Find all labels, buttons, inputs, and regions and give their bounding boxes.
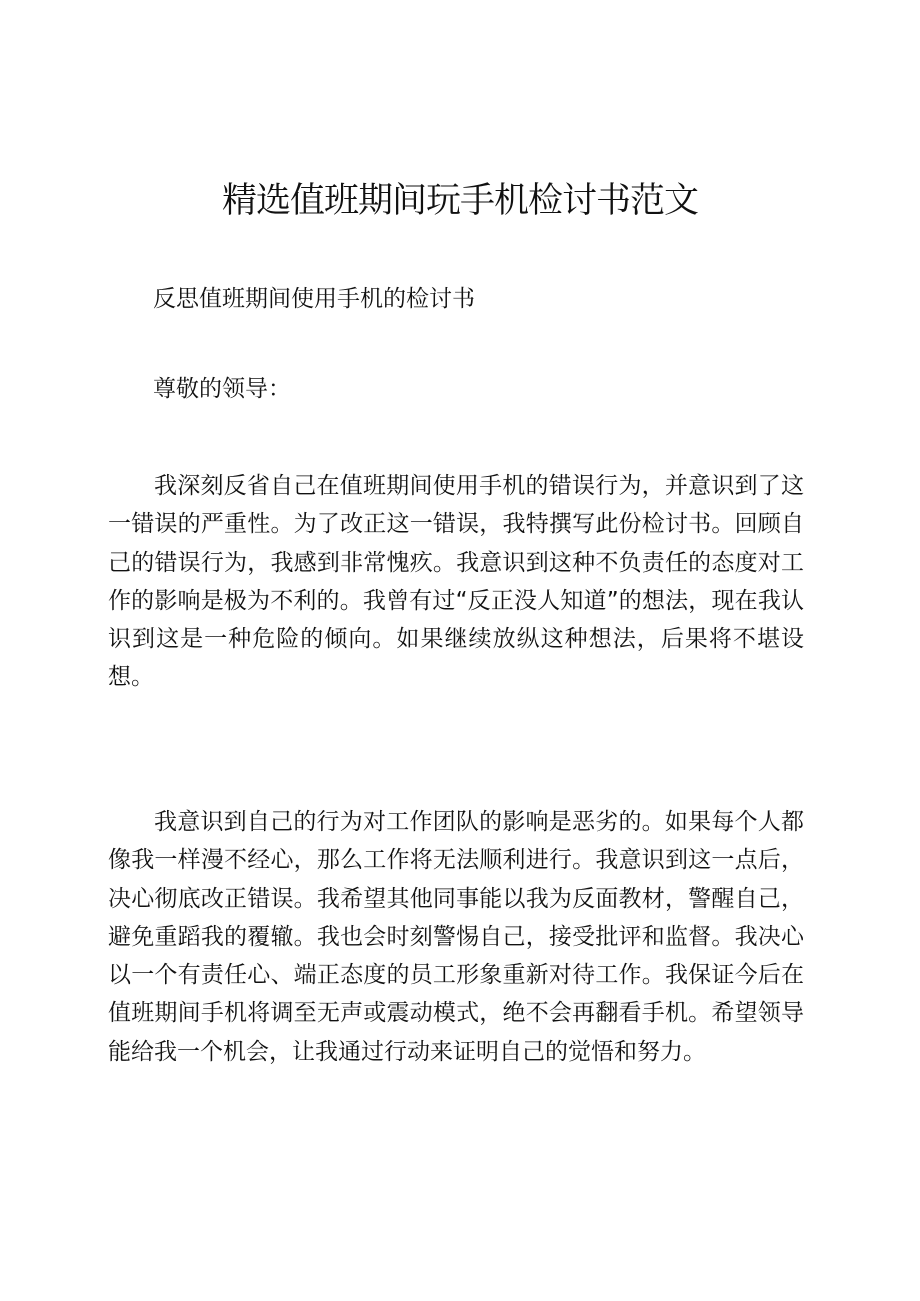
document-title: 精选值班期间玩手机检讨书范文 xyxy=(221,181,698,221)
body-paragraph-2: 我意识到自己的行为对工作团队的影响是恶劣的。如果每个人都像我一样漫不经心，那么工作将无法顺利进行。我意识到这一点后，决心彻底改正错误。我希望其他同事能以我为反面教材，警醒自己，避免重蹈我的覆辙。我也会时刻警惕自己，接受批评和监督。我决心以一个有责任心、端正态度的员工形象重新对待工作。我保证今后在值班期间手机将调至无声或震动模式，绝不会再翻看手机。希望领导能给我一个机会，让我通过行动来证明自己的觉悟和努力。 xyxy=(108,809,804,1065)
salutation: 尊敬的领导： xyxy=(153,376,291,402)
body-paragraph-1: 我深刻反省自己在值班期间使用手机的错误行为，并意识到了这一错误的严重性。为了改正这一错误，我特撰写此份检讨书。回顾自己的错误行为，我感到非常愧疚。我意识到这种不负责任的态度对工作的影响是极为不利的。我曾有过“反正没人知道”的想法，现在我认识到这是一种危险的倾向。如果继续放纵这种想法，后果将不堪设想。 xyxy=(108,473,804,691)
document-subtitle: 反思值班期间使用手机的检讨书 xyxy=(153,286,475,312)
